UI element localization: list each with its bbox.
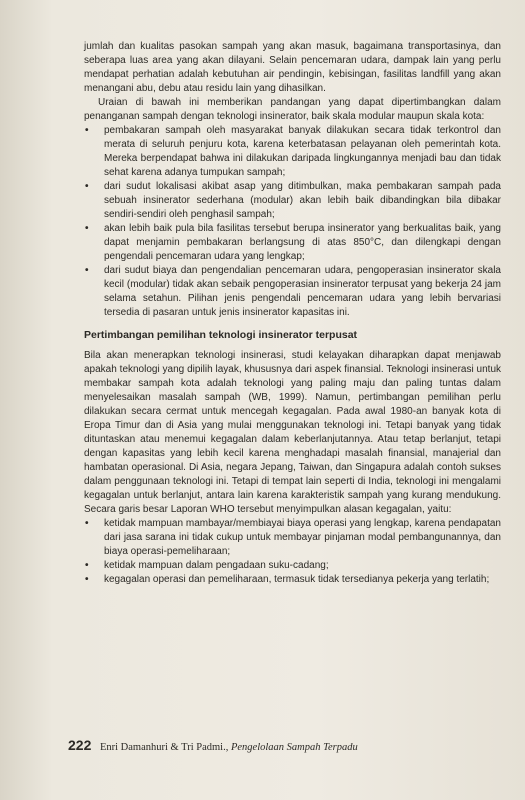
footer-book-title: Pengelolaan Sampah Terpadu xyxy=(230,742,358,753)
bullet-icon: • xyxy=(85,125,89,136)
bullet-list-failure-reasons xyxy=(84,517,501,587)
bullet-list-considerations xyxy=(84,124,501,320)
bullet-icon: • xyxy=(85,560,89,571)
list-item: • kegagalan operasi dan pemeliharaan, termasuk tidak tersedianya pekerja yang terlatih; xyxy=(85,574,490,585)
bullet-icon: • xyxy=(85,265,89,276)
section-heading: Pertimbangan pemilihan teknologi insinerator terpusat xyxy=(84,329,358,341)
page-footer xyxy=(68,737,358,753)
footer-authors: Enri Damanhuri & Tri Padmi., xyxy=(99,742,229,753)
page-content xyxy=(84,40,501,587)
paragraph-overview: Uraian di bawah ini memberikan pandangan yang dapat dipertimbangkan dalam penanganan sampah dengan teknologi insinerator, baik skala modular maupun skala kota: xyxy=(84,97,501,122)
list-item: • ketidak mampuan mambayar/membiayai biaya operasi yang lengkap, karena pendapatan dari jasa sarana ini tidak cukup untuk membayar pinjaman modal pembangunannya, dan biaya operasi-pemeliharaan; xyxy=(85,518,501,557)
list-item: • dari sudut biaya dan pengendalian pencemaran udara, pengoperasian insinerator skala kecil (modular) tidak akan sebaik pengoperasian insinerator terpusat yang bekerja 24 jam selama setahun. Pilihan jenis pengendali pencemaran udara yang lebih bervariasi tersedia di pasaran untuk jenis insinerator kapasitas ini. xyxy=(85,265,501,318)
paragraph-intro: jumlah dan kualitas pasokan sampah yang akan masuk, bagaimana transportasinya, dan seberapa luas area yang akan dilayani. Selain pencemaran udara, dampak lain yang perlu mendapat perhatian adalah kebutuhan air pendingin, kebisingan, fasilitas landfill yang akan menangani abu, debu atau residu lain yang dihasilkan. xyxy=(84,41,501,94)
list-item: • dari sudut lokalisasi akibat asap yang ditimbulkan, maka pembakaran sampah pada sebuah insinerator sederhana (modular) akan lebih baik dibandingkan bila dibakar sendiri-sendiri oleh penghasil sampah; xyxy=(85,181,501,220)
bullet-icon: • xyxy=(85,223,89,234)
list-item: • ketidak mampuan dalam pengadaan suku-cadang; xyxy=(85,560,329,571)
bullet-icon: • xyxy=(85,181,89,192)
page-number: 222 xyxy=(68,737,92,753)
bullet-icon: • xyxy=(85,574,89,585)
list-item: • akan lebih baik pula bila fasilitas tersebut berupa insinerator yang berkualitas baik, yang dapat menjamin pembakaran berlangsung di atas 850°C, dan dilengkapi dengan pengendali pencemaran udara yang lengkap; xyxy=(85,223,501,262)
paragraph-feasibility: Bila akan menerapkan teknologi insinerasi, studi kelayakan diharapkan dapat menjawab apakah teknologi yang dipilih layak, khususnya dari aspek finansial. Teknologi insinerasi untuk membakar sampah kota adalah teknologi yang paling maju dan paling tuntas dalam menyelesaikan masalah sampah (WB, 1999). Namun, pertimbangan pemilihan perlu dilakukan secara cermat untuk mencegah kegagalan. Pada awal 1980-an banyak kota di Eropa Timur dan di Asia yang mulai menggunakan teknologi ini. Tetapi banyak yang tidak dituntaskan atau menemui kegagalan dalam keberlanjutannya. Atau tetap berlanjut, tetapi dengan kapasitas yang lebih kecil karena menghadapi masalah finansial, manajerial dan hambatan operasional. Di Asia, negara Jepang, Taiwan, dan Singapura adalah contoh sukses dalam penggunaan teknologi ini. Tetapi di tempat lain seperti di India, teknologi ini mengalami kegagalan untuk berlanjut, antara lain karena karakteristik sampah yang kurang mendukung. Secara garis besar Laporan WHO tersebut menyimpulkan alasan kegagalan, yaitu: xyxy=(84,350,501,515)
bullet-icon: • xyxy=(85,518,89,529)
list-item: • pembakaran sampah oleh masyarakat banyak dilakukan secara tidak terkontrol dan merata di seluruh penjuru kota, karena keterbatasan pelayanan oleh pemerintah kota. Mereka berpendapat bahwa ini dilakukan daripada lingkungannya menjadi bau dan tidak sehat karena adanya tumpukan sampah; xyxy=(85,125,501,178)
